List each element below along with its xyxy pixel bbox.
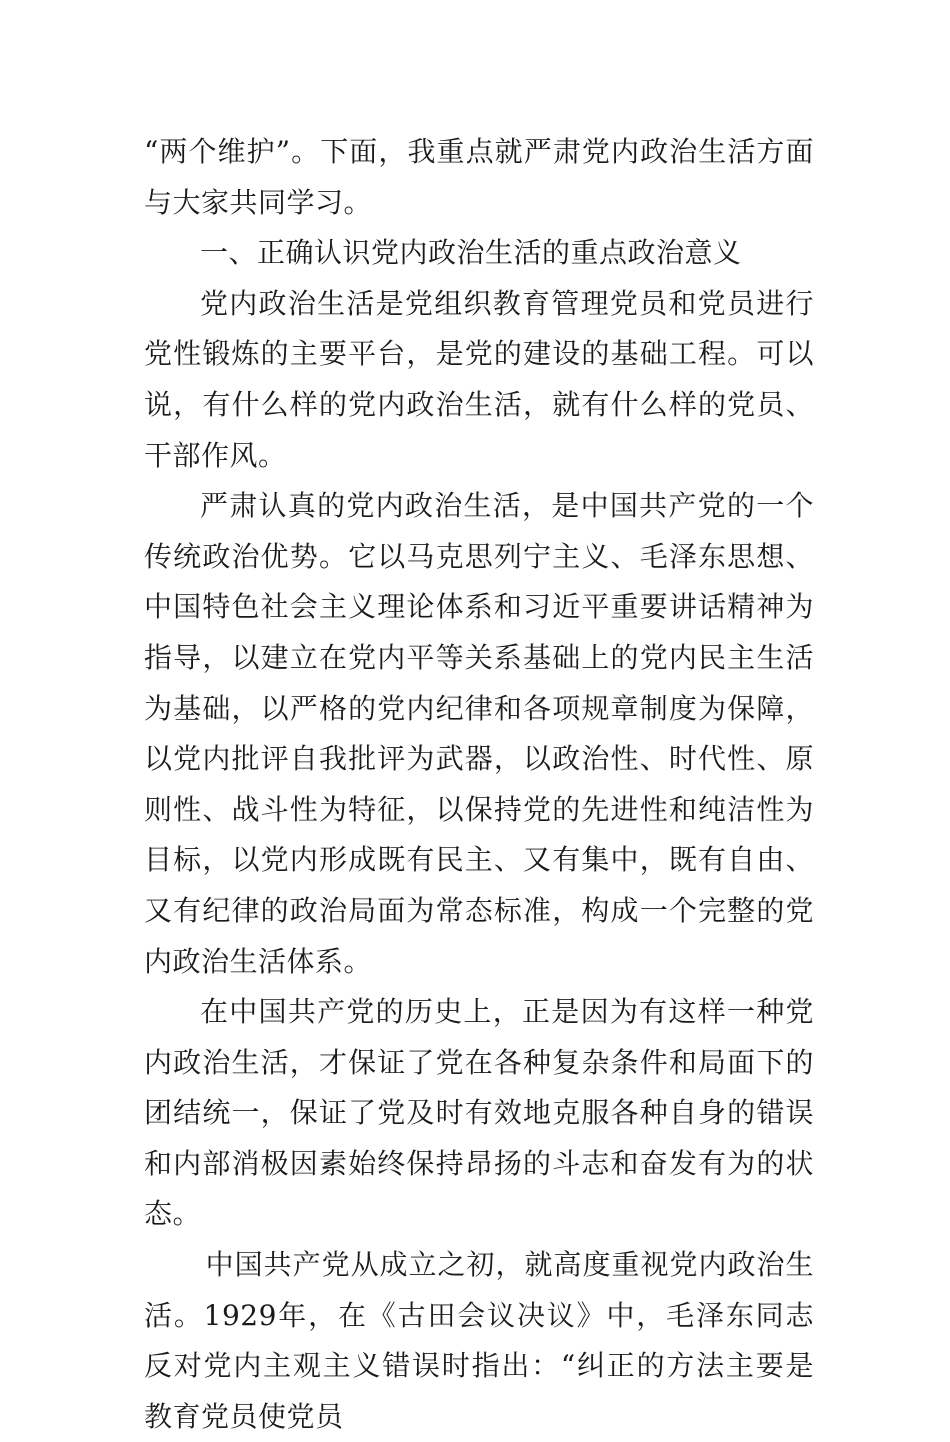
paragraph-history: 在中国共产党的历史上，正是因为有这样一种党内政治生活，才保证了党在各种复杂条件和局面下的团结统一，保证了党及时有效地克服各种自身的错误和内部消极因素始终保持昂扬的斗志和奋发有为的状态。: [144, 995, 814, 1231]
document-body: [144, 127, 814, 1442]
paragraph-continuation: “两个维护”。下面，我重点就严肃党内政治生活方面与大家共同学习。: [144, 135, 814, 219]
paragraph-gutian-resolution: 中国共产党从成立之初，就高度重视党内政治生活。1929年，在《古田会议决议》中，毛泽东同志反对党内主观主义错误时指出：“纠正的方法主要是教育党员使党员: [144, 1248, 814, 1433]
paragraph-political-advantage: 严肃认真的党内政治生活，是中国共产党的一个传统政治优势。它以马克思列宁主义、毛泽东思想、中国特色社会主义理论体系和习近平重要讲话精神为指导，以建立在党内平等关系基础上的党内民主生活为基础，以严格的党内纪律和各项规章制度为保障，以党内批评自我批评为武器，以政治性、时代性、原则性、战斗性为特征，以保持党的先进性和纯洁性为目标，以党内形成既有民主、又有集中，既有自由、又有纪律的政治局面为常态标准，构成一个完整的党内政治生活体系。: [144, 489, 814, 978]
section-heading: 一、正确认识党内政治生活的重点政治意义: [200, 236, 742, 270]
paragraph-party-life-platform: 党内政治生活是党组织教育管理党员和党员进行党性锻炼的主要平台，是党的建设的基础工程。可以说，有什么样的党内政治生活，就有什么样的党员、干部作风。: [144, 286, 814, 472]
